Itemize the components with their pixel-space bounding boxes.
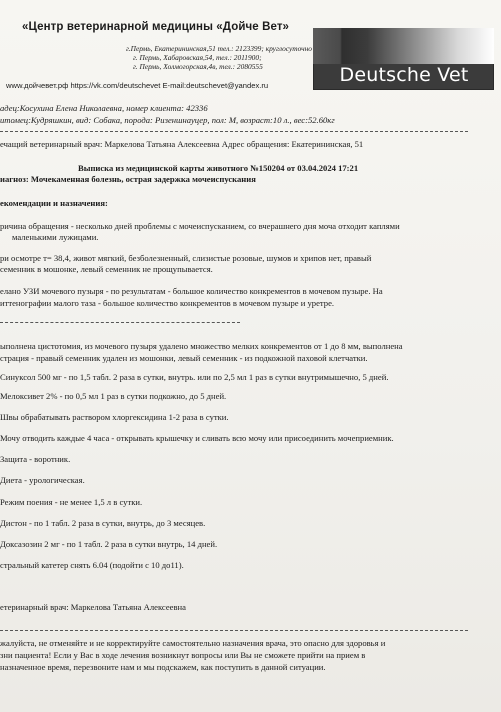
text-line: страция - правый семенник удален из мошонки, левый семенник - из подкожной паховой клетчатки. <box>0 353 368 363</box>
clinic-address-1: г.Пермь, Екатерининская,51 тел.: 2123399; круглосуточно <box>126 44 312 53</box>
pet-line: итомец:Кудряшкин, вид: Собака, порода: Ризеншнауцер, пол: М, возраст:10 л., вес:52.60кг <box>0 115 335 125</box>
footer-line: зни пациента! Если у Вас в ходе лечения возникнут вопросы или Вы не сможете прийти на прием в <box>0 650 366 660</box>
text-line: семенник в мошонке, левый семенник не прощупывается. <box>0 264 213 274</box>
clinic-address-2: г. Пермь, Хабаровская,54, тел.: 2011900; <box>133 53 262 62</box>
text-line: Синуксол 500 мг - по 1,5 табл. 2 раза в сутки, внутрь. или по 2,5 мл 1 раз в сутки внутримышечно, 5 дней. <box>0 372 389 382</box>
text-line: ыполнена цистотомия, из мочевого пузыря удалено множество мелких конкрементов от 1 до 8 мм, выполнена <box>0 341 403 351</box>
divider <box>0 630 468 631</box>
owner-line: адец:Косухина Елена Николаевна, номер клиента: 42336 <box>0 103 208 113</box>
vet-signature-line: етеринарный врач: Маркелова Татьяна Алексеевна <box>0 602 186 612</box>
document-title: Выписка из медицинской карты животного №150204 от 03.04.2024 17:21 <box>78 163 359 173</box>
text-line: стральный катетер снять 6.04 (подойти с 10 до11). <box>0 560 184 570</box>
text-line: Дистон - по 1 табл. 2 раза в сутки, внутрь, до 3 месяцев. <box>0 518 206 528</box>
text-line: Мочу отводить каждые 4 часа - открывать крышечку и сливать всю мочу или присоединить мочеприемник. <box>0 433 394 443</box>
diagnosis: иагноз: Мочекаменная болезнь, острая задержка мочеиспускания <box>0 174 256 184</box>
recommendations-header: екомендации и назначения: <box>0 198 108 208</box>
text-line: Защита - воротник. <box>0 454 71 464</box>
text-line: ричина обращения - несколько дней проблемы с мочеиспусканием, со вчерашнего дня моча отходит каплями <box>0 221 400 231</box>
doctor-line: ечащий ветеринарный врач: Маркелова Татьяна Алексеевна Адрес обращения: Екатерининская, 51 <box>0 139 364 149</box>
text-line: Мелоксивет 2% - по 0,5 мл 1 раз в сутки подкожно, до 5 дней. <box>0 391 227 401</box>
footer-line: назначенное время, перезвоните нам и мы подскажем, как поступить в данной ситуации. <box>0 662 326 672</box>
logo-text: Deutsche Vet <box>339 64 469 86</box>
text-line: елано УЗИ мочевого пузыря - по результатам - большое количество конкрементов в мочевом пузыре. На <box>0 286 383 296</box>
clinic-name: «Центр ветеринарной медицины «Дойче Вет» <box>22 21 290 33</box>
footer-line: жалуйста, не отменяйте и не корректируйте самостоятельно назначения врача, это опасно для здоровья и <box>0 638 386 648</box>
text-line: Доксазозин 2 мг - по 1 табл. 2 раза в сутки внутрь, 14 дней. <box>0 539 218 549</box>
text-line: Диета - урологическая. <box>0 475 85 485</box>
clinic-contacts: www.дойчевет.рф https://vk.com/deutschevet E-mail:deutschevet@yandex.ru <box>6 81 269 90</box>
text-line: ри осмотре т= 38,4, живот мягкий, безболезненный, слизистые розовые, шумов и хрипов нет, правый <box>0 253 372 263</box>
text-line: маленькими лужицами. <box>12 232 99 242</box>
text-line: Швы обрабатывать раствором хлоргексидина 1-2 раза в сутки. <box>0 412 229 422</box>
logo-gradient-band <box>313 28 494 64</box>
divider <box>0 131 468 132</box>
deutsche-vet-logo <box>313 28 494 90</box>
clinic-address-3: г. Пермь, Холмогорская,4в, тел.: 2080555 <box>133 62 263 71</box>
text-line: иттенографии малого таза - большое количество конкрементов в мочевом пузыре и уретре. <box>0 298 335 308</box>
text-line: Режим поения - не менее 1,5 л в сутки. <box>0 497 143 507</box>
divider <box>0 322 240 323</box>
